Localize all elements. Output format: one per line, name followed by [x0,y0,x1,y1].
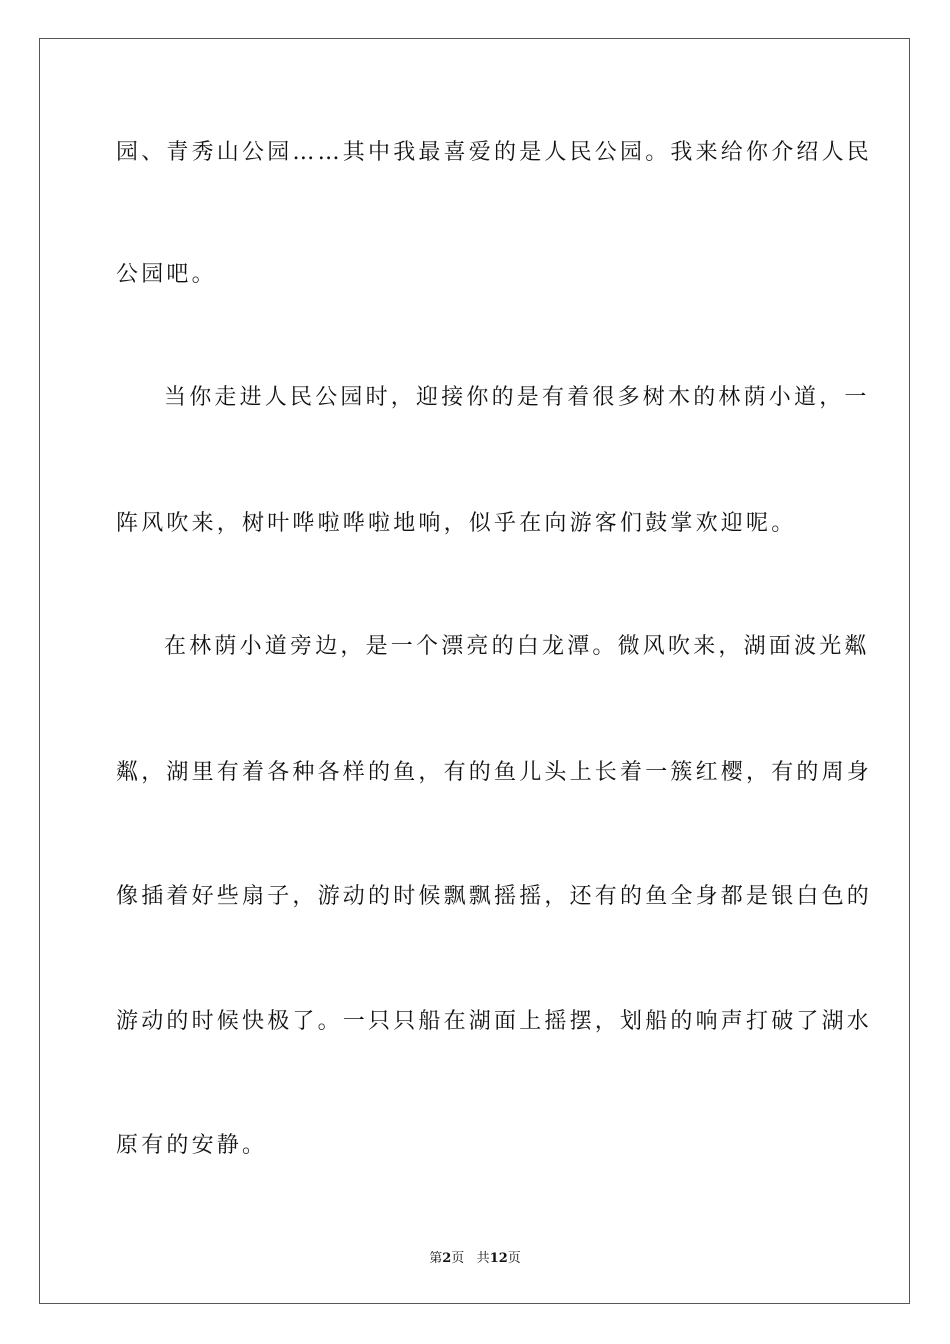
body-line-1: 园、青秀山公园……其中我最喜爱的是人民公园。我来给你介绍人民 [116,140,873,165]
page-border [39,38,910,1304]
page-suffix: 页 [451,1251,465,1266]
body-line-3: 当你走进人民公园时，迎接你的是有着很多树木的林荫小道，一 [164,385,870,410]
body-line-6: 粼，湖里有着各种各样的鱼，有的鱼儿头上长着一簇红樱，有的周身 [116,760,873,785]
page-prefix: 第 [429,1251,443,1266]
body-line-2: 公园吧。 [116,262,217,287]
page-number: 2 [442,1251,452,1266]
body-line-7: 像插着好些扇子，游动的时候飘飘摇摇，还有的鱼全身都是银白色的 [116,884,873,909]
total-pages: 12 [489,1251,508,1266]
body-line-4: 阵风吹来，树叶哗啦哗啦地响，似乎在向游客们鼓掌欢迎呢。 [116,511,797,536]
body-line-5: 在林荫小道旁边，是一个漂亮的白龙潭。微风吹来，湖面波光粼 [164,634,870,659]
body-line-8: 游动的时候快极了。一只只船在湖面上摇摆，划船的响声打破了湖水 [116,1009,873,1034]
body-line-9: 原有的安静。 [116,1133,268,1158]
page-footer [0,1247,950,1266]
total-prefix: 共 [476,1251,490,1266]
total-suffix: 页 [507,1251,521,1266]
